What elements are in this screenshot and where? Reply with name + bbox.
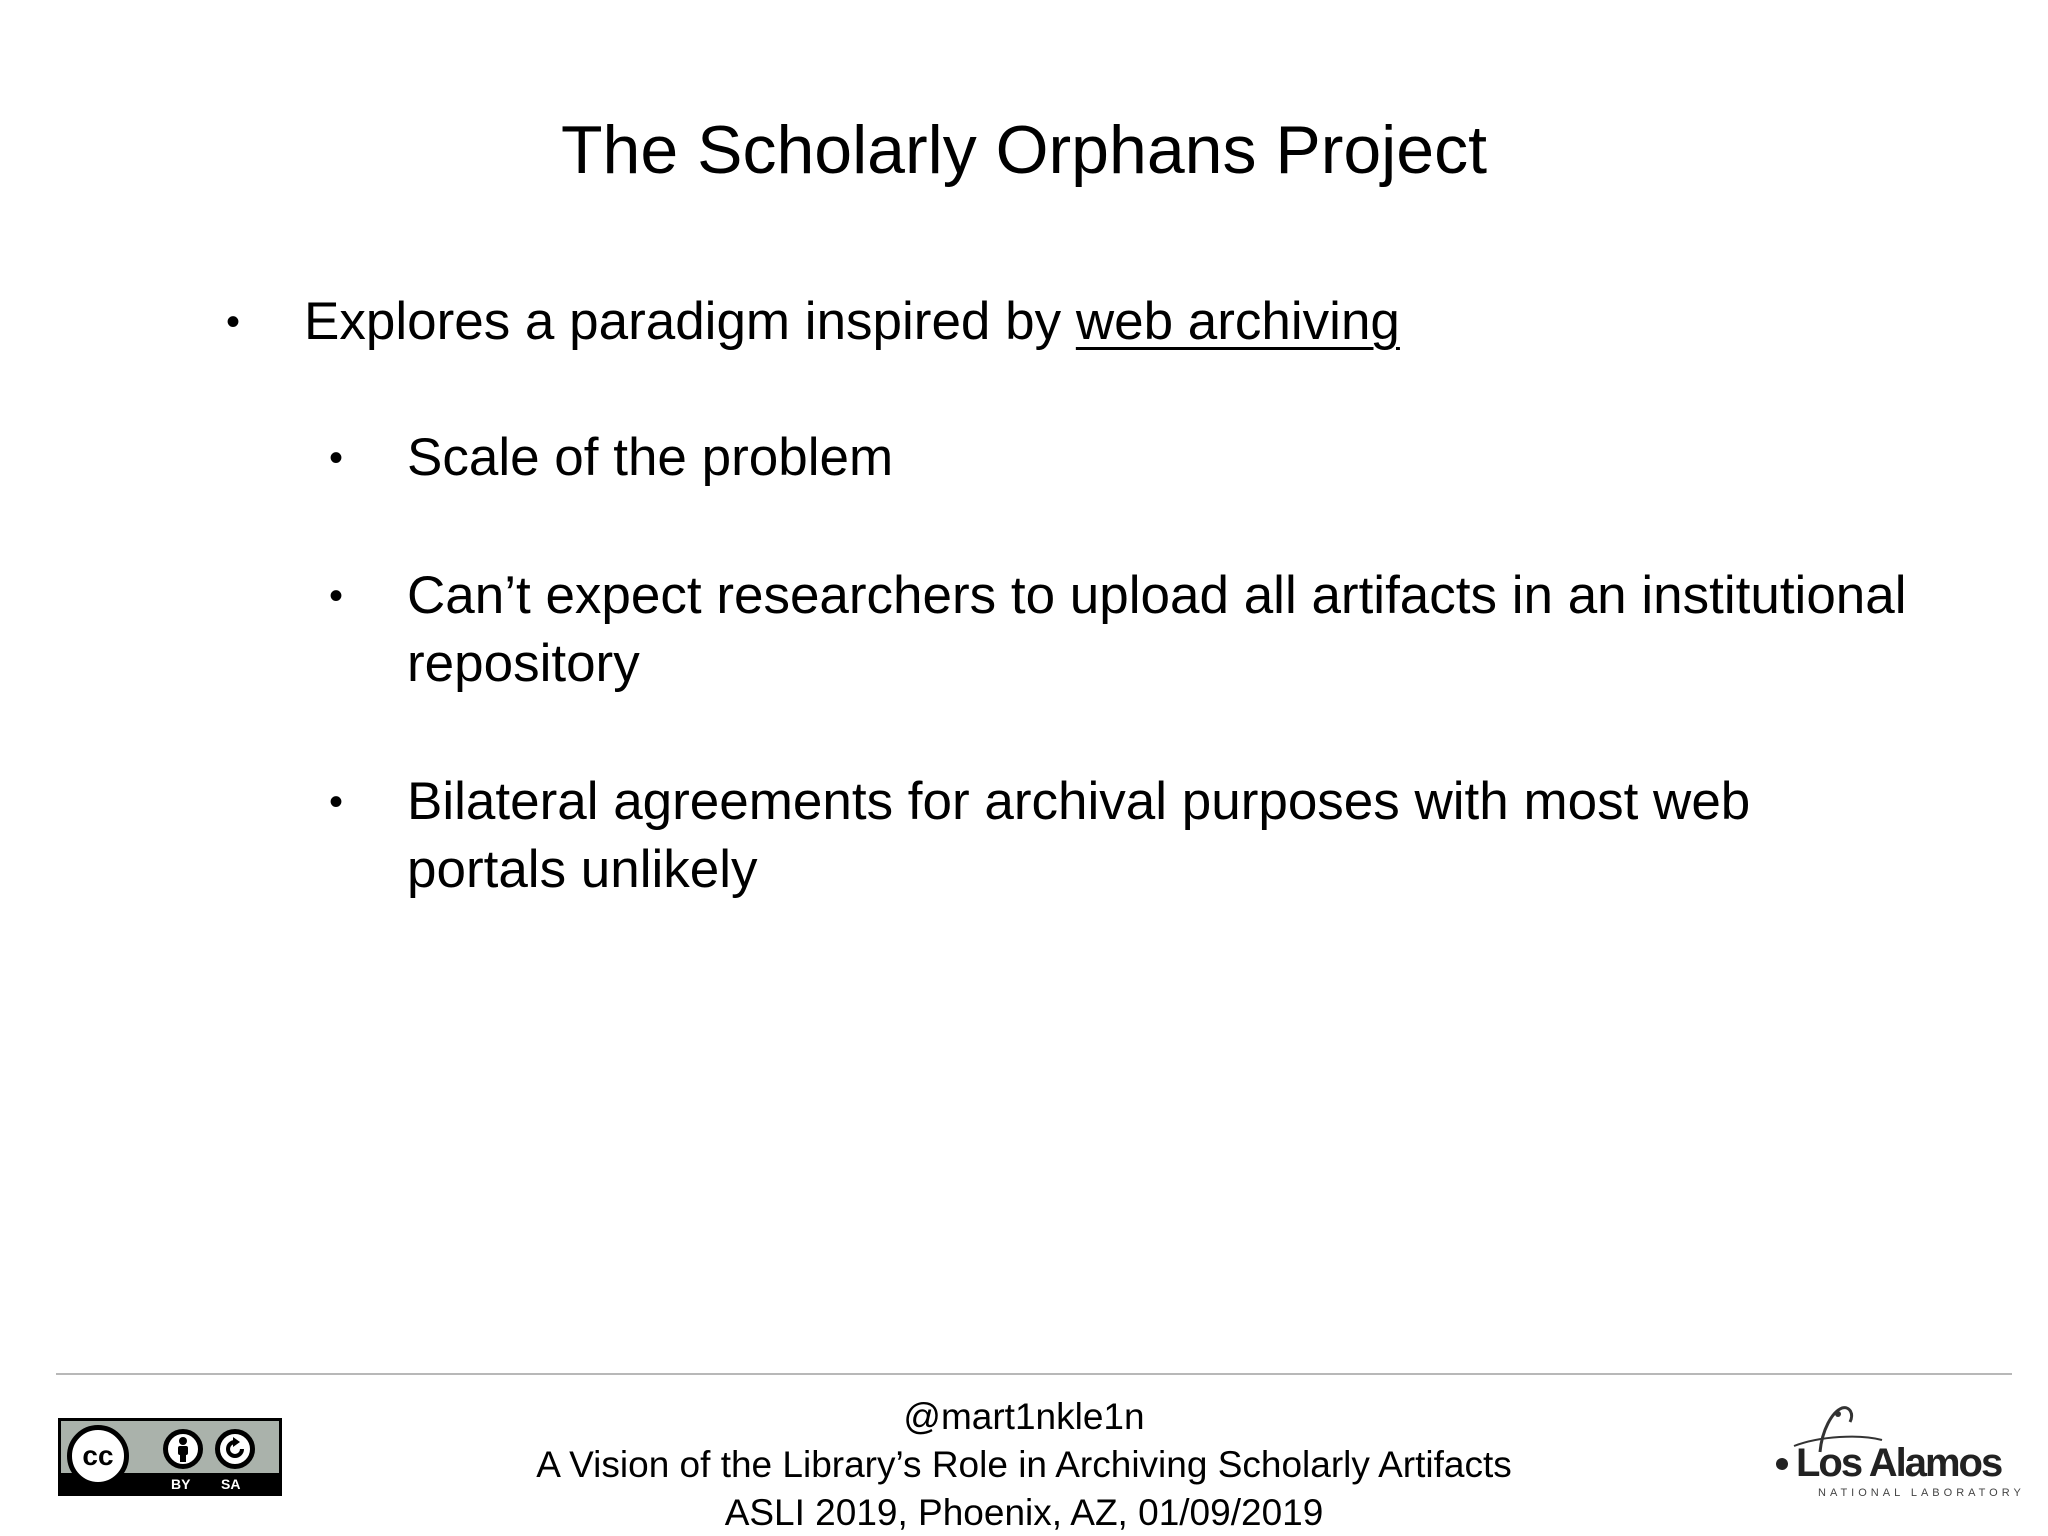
- logo-name: Los Alamos: [1796, 1441, 2002, 1485]
- bullet-text: [304, 288, 1400, 356]
- logo-subtitle: NATIONAL LABORATORY: [1818, 1487, 2025, 1499]
- share-alike-icon: [215, 1429, 255, 1469]
- cc-icon: cc: [67, 1425, 129, 1487]
- sa-label: SA: [221, 1476, 241, 1492]
- footer-divider: [56, 1373, 2012, 1375]
- bullet-dot: •: [329, 436, 344, 480]
- bullet-dot: •: [226, 300, 241, 344]
- web-archiving-link[interactable]: web archiving: [1075, 292, 1400, 351]
- logo-dot: [1776, 1458, 1788, 1470]
- bullet-dot: •: [329, 574, 344, 618]
- by-label: BY: [171, 1476, 191, 1492]
- sub-bullet-text: Can’t expect researchers to upload all artifacts in an institutional repository: [407, 566, 1907, 693]
- bullet-dot: •: [329, 780, 344, 824]
- sub-bullet-text: Bilateral agreements for archival purposes with most web portals unlikely: [407, 772, 1751, 899]
- footer-event: ASLI 2019, Phoenix, AZ, 01/09/2019: [724, 1492, 1324, 1533]
- attribution-icon: [163, 1429, 203, 1469]
- footer-handle: @mart1nkle1n: [903, 1396, 1145, 1437]
- los-alamos-logo[interactable]: [1770, 1400, 2025, 1510]
- bullet-prefix: Explores a paradigm inspired by: [304, 292, 1076, 351]
- slide-title: The Scholarly Orphans Project: [561, 112, 1487, 188]
- cc-by-sa-license-badge[interactable]: [58, 1418, 282, 1496]
- sub-bullet-text: Scale of the problem: [407, 428, 894, 487]
- footer-talk-title: A Vision of the Library’s Role in Archiving Scholarly Artifacts: [536, 1444, 1512, 1485]
